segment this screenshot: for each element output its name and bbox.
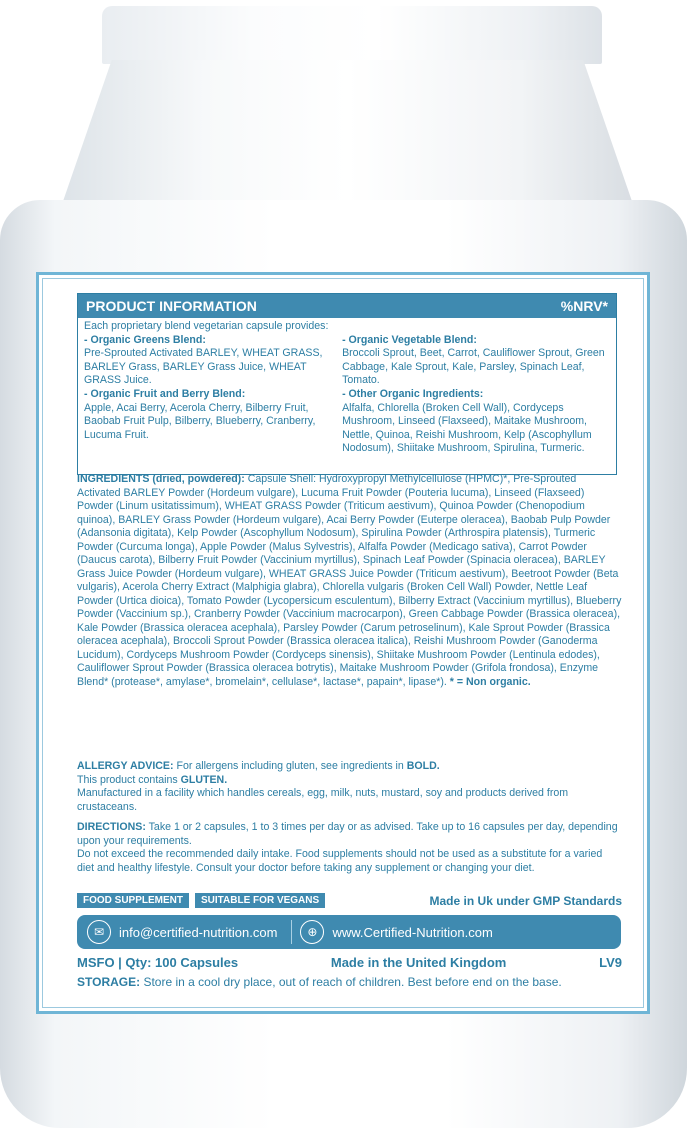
other-ingredients-text: Alfalfa, Chlorella (Broken Cell Wall), Cordyceps Mushroom, Linseed (Flaxseed), Maitake Mushroom, Nettle, Quinoa, Reishi Mushroom, Kelp (Ascophyllum Nodosum), Shiitake Mushroom, Spirulina, Turmeric. (342, 401, 592, 455)
vegan-badge: SUITABLE FOR VEGANS (195, 893, 325, 908)
ingredients-section (77, 473, 622, 689)
food-supplement-badge: FOOD SUPPLEMENT (77, 893, 189, 908)
directions-section (77, 821, 622, 875)
website-text: www.Certified-Nutrition.com (332, 924, 493, 940)
email-text: info@certified-nutrition.com (119, 924, 278, 940)
gluten-text: GLUTEN. (180, 773, 228, 786)
product-label (36, 272, 650, 1014)
quantity-row (77, 955, 622, 970)
blend-intro: Each proprietary blend vegetarian capsule provides: (84, 320, 329, 332)
vegetable-blend-title: - Organic Vegetable Blend: (342, 333, 477, 346)
allergy-section (77, 760, 622, 814)
contact-divider (291, 920, 292, 944)
ingredients-title: INGREDIENTS (dried, powdered): (77, 473, 245, 485)
contains-text: This product contains (77, 773, 178, 786)
storage-section (77, 975, 622, 990)
allergy-title: ALLERGY ADVICE: (77, 760, 174, 772)
greens-blend-title: - Organic Greens Blend: (84, 333, 206, 346)
allergy-text: For allergens including gluten, see ingredients in (176, 760, 404, 772)
non-organic-note: * = Non organic. (449, 675, 531, 688)
directions-title: DIRECTIONS: (77, 821, 146, 833)
globe-icon: ⊕ (300, 920, 324, 944)
email-icon: ✉ (87, 920, 111, 944)
fruit-blend-text: Apple, Acai Berry, Acerola Cherry, Bilberry Fruit, Baobab Fruit Pulp, Bilberry, Blueberry, Cranberry, Lucuma Fruit. (84, 401, 316, 441)
product-information-box (77, 293, 617, 475)
storage-text: Store in a cool dry place, out of reach of children. Best before end on the base. (143, 975, 562, 989)
made-in-uk: Made in the United Kingdom (330, 955, 507, 970)
contact-bar (77, 915, 621, 949)
allergy-bold-word: BOLD. (406, 760, 440, 772)
nrv-label: %NRV* (560, 298, 608, 314)
product-information-title: PRODUCT INFORMATION (86, 298, 257, 314)
badge-row (77, 893, 622, 908)
greens-blend-text: Pre-Sprouted Activated BARLEY, WHEAT GRASS, BARLEY Grass, BARLEY Grass Juice, WHEAT GRASS Juice. (84, 347, 323, 387)
directions-warning: Do not exceed the recommended daily intake. Food supplements should not be used as a substitute for a varied diet and healthy lifestyle. Consult your doctor before taking any supplement or changing your diet. (77, 848, 603, 874)
fruit-blend-title: - Organic Fruit and Berry Blend: (84, 387, 246, 400)
gmp-text: Made in Uk under GMP Standards (429, 893, 622, 908)
vegetable-blend-text: Broccoli Sprout, Beet, Carrot, Cauliflower Sprout, Green Cabbage, Kale Sprout, Kale, Parsley, Spinach Leaf, Tomato. (342, 347, 605, 387)
lot-code: LV9 (599, 955, 622, 970)
bottle-cap (102, 6, 602, 64)
bottle-shoulder (60, 60, 635, 210)
product-code: MSFO | Qty: 100 Capsules (77, 955, 239, 970)
directions-text: Take 1 or 2 capsules, 1 to 3 times per day or as advised. Take up to 16 capsules per day, depending upon your requirements. (77, 821, 618, 847)
product-information-header (78, 294, 616, 318)
facility-text: Manufactured in a facility which handles cereals, egg, milk, nuts, mustard, soy and products derived from crustaceans. (77, 787, 569, 813)
ingredients-text: Capsule Shell: Hydroxypropyl Methylcellulose (HPMC)*, Pre-Sprouted Activated BARLEY Powder (Hordeum vulgare), Lucuma Fruit Powder (Pouteria lucuma), Linseed (Flaxseed) Powder (Linum usitatissimum), WHEAT GRASS Powder (Triticum aestivum), Quinoa Powder (Chenopodium quinoa), BARLEY Grass Powder (Hordeum vulgare), Acai Berry Powder (Euterpe oleracea), Baobab Pulp Powder (Adansonia digitata), Kelp Powder (Ascophyllum Nodosum), Spirulina Powder (Arthrospira platensis), Turmeric Powder (Curcuma longa), Apple Powder (Malus Sylvestris), Alfalfa Powder (Medicago sativa), Carrot Powder (Daucus carota), Bilberry Fruit Powder (Vaccinium myrtillus), Spinach Leaf Powder (Spinacia oleracea), BARLEY Grass Juice Powder (Hordeum vulgare), WHEAT GRASS Juice Powder (Triticum aestivum), Beetroot Powder (Beta vulgaris), Acerola Cherry Extract (Malphigia glabra), Chlorella vulgaris (Broken Cell Wall) Powder, Nettle Leaf Powder (Urtica dioica), Tomato Powder (Lycopersicum esculentum), Bilberry Extract (Vaccinium myrtillus), Blueberry Powder (Vaccinium sp.), Cranberry Powder (Vaccinium macrocarpon), Green Cabbage Powder (Brassica oleracea), Kale Powder (Brassica oleracea acephala), Parsley Powder (Carum petroselinum), Kale Sprout Powder (Brassica oleracea acephala), Broccoli Sprout Powder (Brassica oleracea italica), Reishi Mushroom Powder (Ganoderma Lucidum), Cordyceps Mushroom Powder (Cordyceps sinensis), Shiitake Mushroom Powder (Lentinula edodes), Cauliflower Sprout Powder (Brassica oleracea botrytis), Maitake Mushroom Powder (Grifola frondosa), Enzyme Blend* (protease*, amylase*, bromelain*, cellulase*, lactase*, papain*, lipase*). (77, 473, 622, 688)
other-ingredients-title: - Other Organic Ingredients: (342, 387, 484, 400)
storage-title: STORAGE: (77, 975, 141, 989)
